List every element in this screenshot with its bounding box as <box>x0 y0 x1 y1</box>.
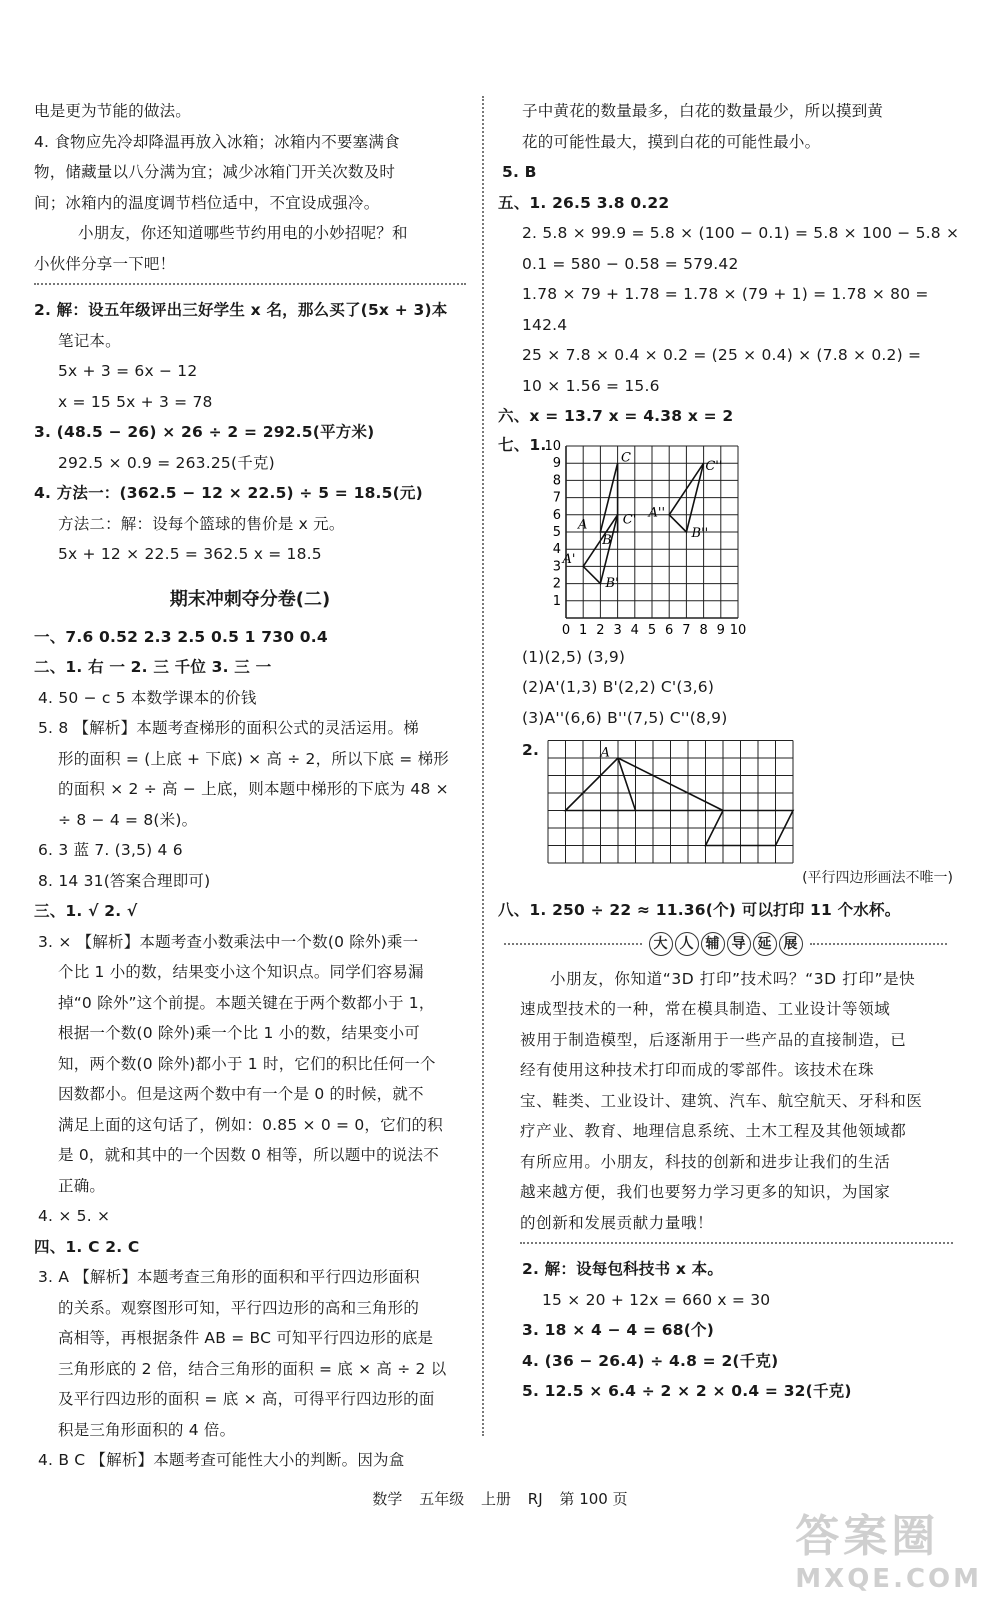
answer-line: 5. 12.5 × 6.4 ÷ 2 × 2 × 0.4 = 32(千克) <box>522 1382 852 1400</box>
answer-line: 积是三角形面积的 4 倍。 <box>58 1420 236 1439</box>
answer-line: 子中黄花的数量最多，白花的数量最少，所以摸到黄 <box>522 102 884 120</box>
answer-line: 因数都小。但是这两个数中有一个是 0 的时候，就不 <box>58 1085 424 1103</box>
x-tick-label: 4 <box>630 622 639 638</box>
answer-line: 10 × 1.56 = 15.6 <box>522 376 660 395</box>
answer-line: 4. (36 − 26.4) ÷ 4.8 = 2(千克) <box>522 1351 779 1370</box>
answer-line: 八、1. 250 ÷ 22 ≈ 11.36(个) 可以打印 11 个水杯。 <box>498 901 901 919</box>
drawing-grid-block <box>498 739 953 867</box>
question-label: 七、1. <box>498 435 547 454</box>
footer-page-number: 第 100 页 <box>559 1490 628 1508</box>
point-label: C'' <box>705 458 723 474</box>
column-divider <box>482 96 484 1436</box>
answer-line: 142.4 <box>522 315 568 334</box>
answer-line: 的关系。观察图形可知，平行四边形的高和三角形的 <box>58 1298 420 1317</box>
answer-line: ÷ 8 − 4 = 8(米)。 <box>58 810 198 829</box>
answer-line: 2. 解：设五年级评出三好学生 x 名，那么买了(5x + 3)本 <box>34 301 448 319</box>
point-label: B' <box>605 575 619 591</box>
answer-line: 3. A 【解析】本题考查三角形的面积和平行四边形面积 <box>38 1268 420 1286</box>
answer-line: 高相等，再根据条件 AB = BC 可知平行四边形的底是 <box>58 1329 434 1347</box>
answer-line: 8. 14 31(答案合理即可) <box>38 871 211 890</box>
dotted-divider <box>34 283 466 285</box>
y-tick-label: 5 <box>552 524 561 540</box>
text-line: 间；冰箱内的温度调节档位适中，不宜设成强冷。 <box>34 193 380 212</box>
answer-line: 三角形底的 2 倍，结合三角形的面积 = 底 × 高 ÷ 2 以 <box>58 1359 447 1378</box>
answer-line: 花的可能性最大，摸到白花的可能性最小。 <box>522 132 821 151</box>
answer-line: 形的面积 = (上底 + 下底) × 高 ÷ 2，所以下底 = 梯形 <box>58 749 449 768</box>
answer-line: x = 15 5x + 3 = 78 <box>58 392 213 411</box>
x-tick-label: 5 <box>647 622 657 638</box>
banner-char: 辅 <box>701 932 725 956</box>
paragraph-line: 越来越方便，我们也要努力学习更多的知识，为国家 <box>520 1183 891 1201</box>
answer-line: 满足上面的这句话了，例如：0.85 × 0 = 0，它们的积 <box>58 1115 443 1134</box>
point-label: A <box>578 517 588 533</box>
y-tick-label: 7 <box>552 490 561 506</box>
text-line: 小伙伴分享一下吧！ <box>34 254 176 273</box>
banner-char: 展 <box>779 932 803 956</box>
banner-dots-left <box>504 943 642 945</box>
answer-line: 3. × 【解析】本题考查小数乘法中一个数(0 除外)乘一 <box>38 932 419 951</box>
banner-char: 人 <box>675 932 699 956</box>
answer-line: 及平行四边形的面积 = 底 × 高，可得平行四边形的面 <box>58 1390 435 1408</box>
paragraph-line: 经有使用这种技术打印而成的零部件。该技术在珠 <box>520 1061 875 1079</box>
section-title: 期末冲刺夺分卷(二) <box>169 588 331 610</box>
grid-lines <box>548 741 793 864</box>
footer-subject: 数学 <box>372 1490 403 1508</box>
watermark-logo-text: 答案圈 <box>795 1511 940 1562</box>
answer-line: 0.1 = 580 − 0.58 = 579.42 <box>522 254 739 273</box>
banner-char: 延 <box>753 932 777 956</box>
answer-line: 6. 3 蓝 7. (3,5) 4 6 <box>38 841 183 859</box>
answer-line: 5x + 12 × 22.5 = 362.5 x = 18.5 <box>58 545 322 563</box>
triangle-and-parallelogram <box>566 758 794 846</box>
x-tick-label: 9 <box>716 622 725 638</box>
footer-edition: RJ <box>527 1490 543 1508</box>
answer-line: 5. 8 【解析】本题考查梯形的面积公式的灵活运用。梯 <box>38 719 419 737</box>
answer-line: 2. 5.8 × 99.9 = 5.8 × (100 − 0.1) = 5.8 × 100 − 5.8 × <box>522 224 960 242</box>
x-tick-label: 6 <box>665 622 674 638</box>
text-line: 电是更为节能的做法。 <box>34 102 192 120</box>
banner-char: 导 <box>727 932 751 956</box>
banner-char: 大 <box>649 932 673 956</box>
paragraph-line: 宝、鞋类、工业设计、建筑、汽车、航空航天、牙科和医 <box>520 1091 923 1110</box>
answer-line: 六、x = 13.7 x = 4.38 x = 2 <box>498 407 734 425</box>
banner-dots-right <box>810 943 948 945</box>
answer-line: 一、7.6 0.52 2.3 2.5 0.5 1 730 0.4 <box>34 627 328 646</box>
coordinate-grid <box>538 432 798 642</box>
answer-line: (3)A''(6,6) B''(7,5) C''(8,9) <box>522 708 728 727</box>
x-tick-label: 10 <box>729 622 747 638</box>
answer-line: 4. 50 − c 5 本数学课本的价钱 <box>38 688 257 707</box>
y-tick-label: 2 <box>552 576 561 592</box>
answer-line: 四、1. C 2. C <box>34 1237 140 1256</box>
point-label: A' <box>562 551 576 567</box>
text-line: 小朋友，你还知道哪些节约用电的小妙招呢？和 <box>78 224 408 242</box>
footer-grade: 五年级 <box>419 1490 465 1508</box>
answer-line: 4. × 5. × <box>38 1207 111 1225</box>
answer-line: 15 × 20 + 12x = 660 x = 30 <box>542 1290 771 1309</box>
answer-line: 2. 解：设每包科技书 x 本。 <box>522 1260 724 1278</box>
footer-volume: 上册 <box>480 1490 511 1508</box>
point-label: B <box>602 532 612 548</box>
point-label: A <box>600 745 610 761</box>
y-tick-label: 3 <box>552 558 561 574</box>
y-tick-label: 10 <box>544 438 561 454</box>
y-tick-label: 9 <box>552 455 561 471</box>
answer-line: 笔记本。 <box>58 331 121 350</box>
paragraph-line: 的创新和发展贡献力量哦！ <box>520 1213 714 1232</box>
text-line: 物，储藏量以八分满为宜；减少冰箱门开关次数及时 <box>34 163 396 181</box>
answer-line: 3. 18 × 4 − 4 = 68(个) <box>522 1321 714 1339</box>
figure-note: (平行四边形画法不唯一) <box>802 870 953 886</box>
answer-line: 的面积 × 2 ÷ 高 − 上底，则本题中梯形的下底为 48 × <box>58 780 449 798</box>
answer-line: 292.5 × 0.9 = 263.25(千克) <box>58 453 275 472</box>
paragraph-line: 小朋友，你知道“3D 打印”技术吗？“3D 打印”是快 <box>550 969 916 988</box>
left-column <box>34 96 466 1476</box>
answer-line: 掉“0 除外”这个前提。本题关键在于两个数都小于 1， <box>58 993 435 1012</box>
answer-line: 根据一个数(0 除外)乘一个比 1 小的数，结果变小可 <box>58 1024 420 1042</box>
answer-line: 25 × 7.8 × 0.4 × 0.2 = (25 × 0.4) × (7.8 × 0.2) = <box>522 346 922 364</box>
right-column <box>498 96 960 1407</box>
answer-line: (1)(2,5) (3,9) <box>522 647 626 666</box>
dotted-divider <box>520 1242 953 1244</box>
x-tick-label: 7 <box>682 622 691 638</box>
triangles <box>583 463 703 583</box>
coordinate-grid-block <box>498 432 953 642</box>
answer-line: 1.78 × 79 + 1.78 = 1.78 × (79 + 1) = 1.78 × 80 = <box>522 285 929 303</box>
answer-line: 二、1. 右 一 2. 三 千位 3. 三 一 <box>34 658 272 676</box>
paragraph-line: 有所应用。小朋友，科技的创新和进步让我们的生活 <box>520 1152 891 1171</box>
paragraph-line: 疗产业、教育、地理信息系统、土木工程及其他领域都 <box>520 1122 907 1140</box>
answer-line: 正确。 <box>58 1176 106 1195</box>
y-tick-label: 1 <box>552 593 561 609</box>
text-line: 4. 食物应先冷却降温再放入冰箱；冰箱内不要塞满食 <box>34 132 400 151</box>
answer-line: 5. B <box>502 163 537 181</box>
section-banner <box>498 932 953 956</box>
answer-line: 三、1. √ 2. √ <box>34 902 138 920</box>
answer-line: (2)A'(1,3) B'(2,2) C'(3,6) <box>522 678 715 696</box>
x-tick-label: 0 <box>561 622 571 638</box>
x-tick-label: 2 <box>596 622 605 638</box>
watermark-url: MXQE.COM <box>795 1564 982 1594</box>
x-tick-label: 3 <box>613 622 622 638</box>
answer-line: 个比 1 小的数，结果变小这个知识点。同学们容易漏 <box>58 963 424 981</box>
answer-line: 4. B C 【解析】本题考查可能性大小的判断。因为盒 <box>38 1451 405 1469</box>
watermark <box>795 1500 982 1594</box>
paragraph-line: 速成型技术的一种，常在模具制造、工业设计等领域 <box>520 1000 891 1018</box>
answer-line: 3. (48.5 − 26) × 26 ÷ 2 = 292.5(平方米) <box>34 423 375 441</box>
x-tick-label: 8 <box>699 622 708 638</box>
triangle <box>566 758 724 811</box>
point-label: B'' <box>691 525 709 541</box>
y-tick-label: 4 <box>552 541 561 557</box>
answer-line: 知，两个数(0 除外)都小于 1 时，它们的积比任何一个 <box>58 1054 436 1073</box>
point-label: C <box>621 449 631 465</box>
drawing-grid <box>544 739 804 867</box>
y-tick-label: 6 <box>552 507 561 523</box>
point-label: C' <box>622 511 637 527</box>
question-label: 2. <box>522 741 540 759</box>
answer-line: 方法二：解：设每个篮球的售价是 x 元。 <box>58 514 345 533</box>
answer-line: 4. 方法一：(362.5 − 12 × 22.5) ÷ 5 = 18.5(元) <box>34 484 423 502</box>
answer-line: 是 0，就和其中的一个因数 0 相等，所以题中的说法不 <box>58 1146 439 1164</box>
y-tick-label: 8 <box>552 472 561 488</box>
point-label: A'' <box>648 505 666 521</box>
answer-line: 五、1. 26.5 3.8 0.22 <box>498 193 670 212</box>
paragraph-line: 被用于制造模型，后逐渐用于一些产品的直接制造，已 <box>520 1030 907 1049</box>
x-tick-label: 1 <box>579 622 588 638</box>
answer-line: 5x + 3 = 6x − 12 <box>58 362 198 380</box>
